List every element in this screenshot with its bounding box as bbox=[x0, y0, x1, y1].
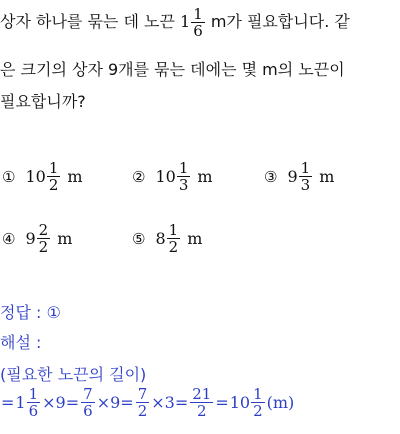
choice-whole: 10 bbox=[25, 167, 46, 186]
choice-number: ③ bbox=[264, 167, 278, 186]
fraction-numerator: 1 bbox=[48, 159, 59, 177]
fraction bbox=[190, 386, 213, 419]
fraction bbox=[191, 6, 205, 39]
fraction-numerator: 1 bbox=[253, 385, 263, 403]
fraction-numerator: 21 bbox=[192, 385, 212, 403]
fraction-numerator: 1 bbox=[193, 5, 203, 23]
fraction-denominator: 2 bbox=[197, 402, 207, 420]
mixed-number-whole: 10 bbox=[229, 393, 251, 412]
choice-5[interactable] bbox=[132, 222, 202, 255]
explanation-note: (필요한 노끈의 길이) bbox=[0, 365, 147, 384]
choice-unit: m bbox=[197, 167, 213, 186]
choice-number: ② bbox=[132, 167, 146, 186]
choice-number: ⑤ bbox=[132, 229, 146, 248]
question-line-2: 은 크기의 상자 9개를 묶는 데에는 몇 m의 노끈이 bbox=[0, 60, 345, 79]
fraction-denominator: 2 bbox=[48, 176, 59, 194]
choice-unit: m bbox=[57, 229, 73, 248]
fraction-denominator: 6 bbox=[28, 402, 39, 420]
fraction bbox=[136, 386, 150, 419]
choice-fraction bbox=[47, 160, 61, 193]
fraction-denominator: 6 bbox=[193, 22, 203, 40]
choice-3[interactable] bbox=[264, 160, 334, 193]
fraction-numerator: 1 bbox=[28, 385, 39, 403]
choice-unit: m bbox=[67, 167, 83, 186]
fraction bbox=[251, 386, 265, 419]
equation-text: ×9= bbox=[42, 393, 80, 412]
choice-fraction bbox=[37, 222, 51, 255]
fraction-numerator: 7 bbox=[83, 385, 93, 403]
choice-unit: m bbox=[319, 167, 335, 186]
fraction-numerator: 1 bbox=[178, 159, 189, 177]
fraction-numerator: 1 bbox=[300, 159, 311, 177]
choice-fraction bbox=[177, 160, 191, 193]
question-text-part: m가 필요합니다. 같 bbox=[205, 12, 350, 31]
explanation-label: 해설 : bbox=[0, 333, 42, 352]
mixed-number-whole: 1 bbox=[180, 12, 191, 31]
equation-text: ×9= bbox=[96, 393, 134, 412]
equation-text: ×3= bbox=[151, 393, 189, 412]
equation-text: (m) bbox=[266, 393, 295, 412]
choice-unit: m bbox=[187, 229, 203, 248]
fraction bbox=[27, 386, 41, 419]
choice-number: ① bbox=[2, 167, 16, 186]
fraction-numerator: 2 bbox=[38, 221, 49, 239]
choice-whole: 9 bbox=[25, 229, 36, 248]
equation-text: = bbox=[215, 393, 229, 412]
answer-line: 정답 : ① bbox=[0, 303, 61, 322]
choice-fraction bbox=[299, 160, 313, 193]
choice-whole: 8 bbox=[155, 229, 166, 248]
choice-number: ④ bbox=[2, 229, 16, 248]
question-line-1 bbox=[0, 6, 350, 39]
question-text-part: 상자 하나를 묶는 데 노끈 bbox=[0, 12, 180, 31]
choice-4[interactable] bbox=[2, 222, 72, 255]
choice-1[interactable] bbox=[2, 160, 83, 193]
fraction-denominator: 2 bbox=[253, 402, 263, 420]
fraction-denominator: 2 bbox=[137, 402, 148, 420]
fraction-numerator: 7 bbox=[137, 385, 148, 403]
fraction-denominator: 2 bbox=[38, 238, 49, 256]
fraction-denominator: 6 bbox=[83, 402, 93, 420]
choice-2[interactable] bbox=[132, 160, 213, 193]
equation-text: = bbox=[1, 393, 15, 412]
solution-equation bbox=[0, 386, 295, 419]
fraction-numerator: 1 bbox=[168, 221, 179, 239]
mixed-number-whole: 1 bbox=[15, 393, 26, 412]
fraction-denominator: 3 bbox=[300, 176, 311, 194]
fraction-denominator: 3 bbox=[178, 176, 189, 194]
fraction bbox=[81, 386, 95, 419]
choice-whole: 10 bbox=[155, 167, 176, 186]
question-line-3: 필요합니까? bbox=[0, 92, 86, 111]
choice-fraction bbox=[167, 222, 181, 255]
choice-whole: 9 bbox=[287, 167, 298, 186]
fraction-denominator: 2 bbox=[168, 238, 179, 256]
